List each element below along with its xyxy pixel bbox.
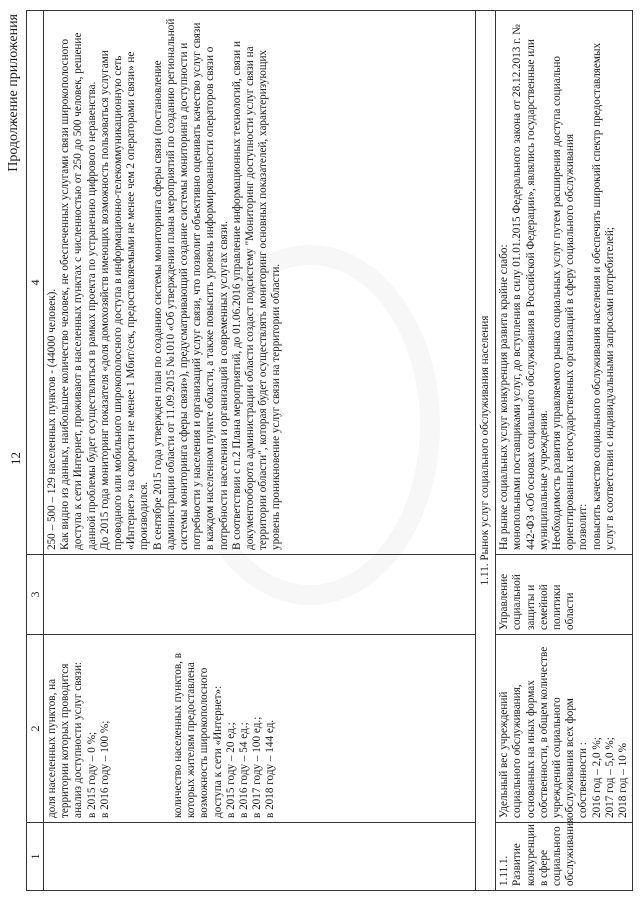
description-paragraph: Необходимость развития управляемого рынка социальных услуг путем расширения доступа социально ориентированных негосударственных организаций в сферу социального обслуживания	[551, 56, 577, 550]
description-paragraph: позволит:	[577, 503, 590, 550]
indicator-text: в 2016 году – 100 %;	[98, 720, 111, 818]
indicator-text: в 2015 году – 20 ед.;	[224, 722, 237, 818]
row1-col1	[44, 823, 476, 891]
continuation-label: Продолжение приложения	[6, 14, 21, 172]
header-row	[27, 11, 44, 891]
program-table	[26, 10, 633, 891]
description-paragraph: В сентябре 2015 года утвержден план по созданию системы мониторинга сферы связи (постановление администрации области от 11.09.2015 №1010 «Об утверждении плана мероприятий по созданию региональной системы мониторинга сферы связи»), предусматривающий создание системы мониторинга доступности и потребности у населения и организаций услуг связи, что позволит объективно оценивать качество услуг связи в каждом населенном пункте области, а также повысить уровень информированности операторов связи о потребности населения и организаций в современных услугах связи.	[151, 18, 230, 550]
indicator-spacer	[112, 639, 172, 818]
row1-col2	[44, 635, 476, 823]
indicator-text: в 2016 году – 54 ед.;	[238, 722, 251, 818]
indicator-text: доля населенных пунктов, на территории которых проводится анализ доступности услуг связи:	[46, 661, 85, 818]
row2-col1: 1.11.1. Развитие конкуренции в сфере социального обслуживания	[496, 823, 633, 891]
description-paragraph: Как видно из данных, наибольшее количество человек, не обеспеченных услугами связи широкополосного доступа к сети Интернет, проживают в населенных пунктах с численностью от 250 до 500 человек, решение данной проблемы будет осуществляться в рамках проекта по устранению цифрового неравенства.	[59, 32, 98, 550]
indicator-text: в 2017 году – 100 ед.;	[251, 716, 264, 818]
header-col-3: 3	[27, 555, 44, 635]
description-paragraph: До 2015 года мониторинг показателя «доля домохозяйств имеющих возможность пользоваться услугами проводного или мобильного широкополосного доступа в информационно-телекоммуникационную сеть «Интернет» на скорости не менее 1 Мбит/сек, предоставляемыми не менее чем 2 операторами связи» не производился.	[98, 50, 151, 550]
description-paragraph: В соответствии с п.2 Плана мероприятий, до 01.06.2016 управление информационных технологий, связи и документооборота администрации области создаст подсистему "Мониторинг доступности услуг связи на территории области", которая будет осуществлять мониторинг основных показателей, характеризующих уровень проникновение услуг связи на территории области.	[230, 41, 283, 550]
table-row	[496, 11, 633, 891]
row2-col2	[496, 635, 633, 823]
table-row	[44, 11, 476, 891]
row1-col3	[44, 555, 476, 635]
header-col-4: 4	[27, 11, 44, 555]
section-row	[476, 11, 496, 891]
description-paragraph: повысить качество социального обслуживания населения и обеспечить широкий спектр предоставляемых услуг в соответствии с индивидуальными запросами потребителей;	[590, 42, 616, 550]
page-number: 12	[8, 452, 23, 465]
row2-col4	[496, 11, 633, 555]
description-paragraph: монопольными поставщиками услуг, до вступления в силу 01.01.2015 Федерального закона от 28.12.2013 г. № 442-ФЗ «Об основах социального обслуживания в Российской Федерации», являлись государственные или муниципальные учреждения.	[511, 24, 550, 550]
row1-col4	[44, 11, 476, 555]
header-col-2: 2	[27, 635, 44, 823]
row2-col3: Управление социальной защиты и семейной политики области	[496, 555, 633, 635]
indicator-text: в 2018 году – 144 ед.	[264, 719, 277, 818]
description-paragraph: На рынке социальных услуг конкуренция развита крайне слабо:	[498, 244, 511, 550]
indicator-text: в 2015 году – 0 %;	[85, 731, 98, 818]
header-col-1: 1	[27, 823, 44, 891]
indicator-text: 2017 год – 5,0 %;	[603, 737, 616, 818]
indicator-text: 2018 год – 10 %	[617, 743, 630, 818]
indicator-text: количество населенных пунктов, в которых жителям предоставлена возможность широкополосного доступа к сети «Интернет»:	[172, 652, 224, 818]
description-paragraph: 250 – 500 – 129 населенных пунктов - (44000 человек).	[46, 288, 58, 550]
section-title: 1.11. Рынок услуг социального обслуживания населения	[476, 11, 496, 891]
indicator-text: 2016 год – 2,0 %;	[590, 737, 603, 818]
indicator-text: Удельный вес учреждений социального обслуживания, основанных на иных формах собственности, в общем количестве учреждений социального обслуживания всех форм собственности :	[498, 646, 590, 818]
